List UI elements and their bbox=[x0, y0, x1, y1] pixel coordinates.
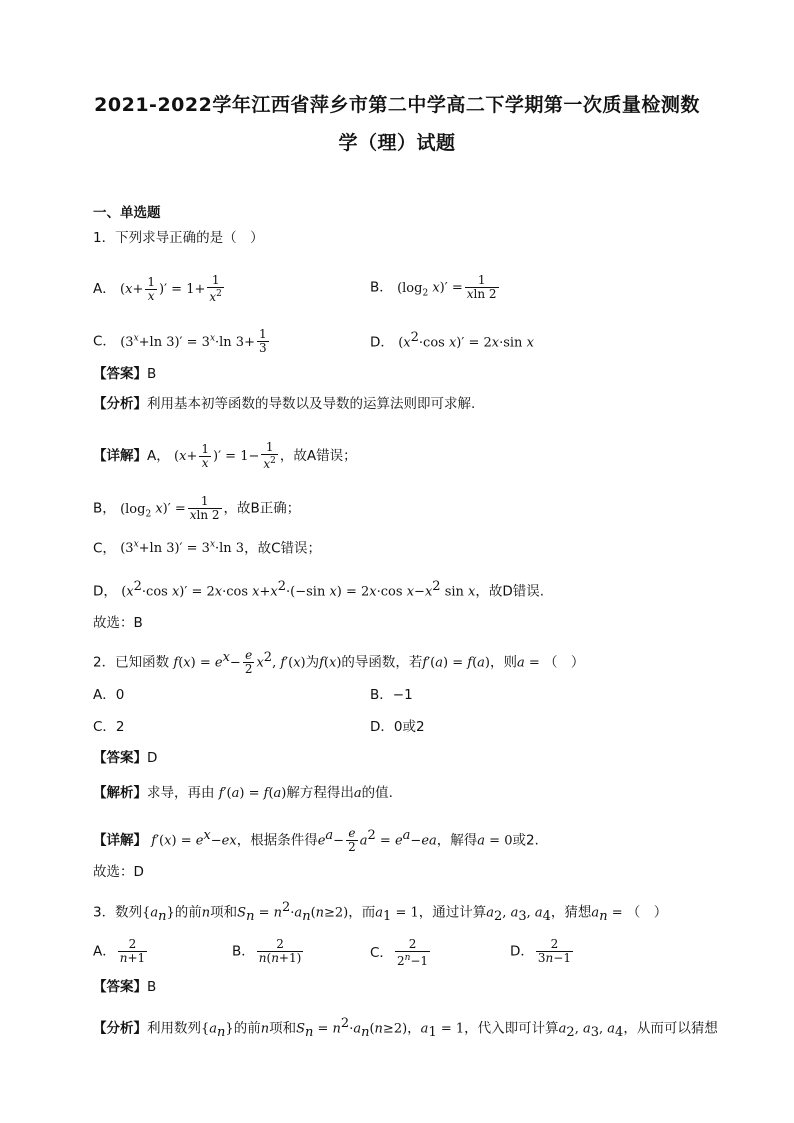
q2-choose: 故选：D bbox=[93, 864, 144, 880]
q1-answer: 【答案】B bbox=[93, 366, 157, 382]
q3-analysis: 【分析】利用数列$\{a_n\}$的前n项和$S_n = n^2\cdot a_n(n\ge 2)$，$a_1 = 1$，代入即可计算$a_2$, $a_3$, $a_4$，从而可以猜想 bbox=[93, 1016, 718, 1041]
q3-option-a: A． $\frac{2}{n+1}$ bbox=[93, 937, 146, 965]
q3-answer: 【答案】B bbox=[93, 979, 157, 995]
q1-stem: 1．下列求导正确的是（ ） bbox=[93, 230, 264, 246]
q2-option-d: D．0或2 bbox=[370, 719, 425, 735]
section-heading: 一、单选题 bbox=[93, 205, 161, 221]
q2-analysis: 【解析】求导，再由 f′(a) = f(a)解方程得出a的值. bbox=[93, 785, 393, 801]
q2-stem: 2．已知函数 $f(x) = e^x-$ $\frac{e}{2}$ $x^2$, f′(x)为f(x)的导函数，若f′(a) = f(a)，则a = （ ） bbox=[93, 648, 585, 676]
q1-analysis: 【分析】利用基本初等函数的导数以及导数的运算法则即可求解. bbox=[93, 396, 476, 412]
q1-detail-b: B， ($\log_2$ x)′ = $\frac{1}{xln 2}$ ，故B正确； bbox=[93, 494, 301, 522]
q2-option-b: B．−1 bbox=[370, 687, 413, 703]
q1-option-a: A． (x+ $\frac{1}{x}$ )′ = 1+ $\frac{1}{x^2}$ bbox=[93, 273, 222, 304]
q2-detail: 【详解】 $f'(x) = e^x-ex$，根据条件得$e^a-$ $\frac{e}{2}$ $a^2 = e^a-ea$，解得a = 0或2. bbox=[93, 826, 539, 854]
q3-option-c: C． $\frac{2}{2^n-1}$ bbox=[370, 937, 429, 968]
q1-choose: 故选：B bbox=[93, 615, 143, 631]
page-title-line1: 2021-2022学年江西省萍乡市第二中学高二下学期第一次质量检测数 bbox=[94, 94, 700, 116]
q3-stem: 3．数列$\{a_n\}$的前n项和$S_n = n^2\cdot a_n(n\ge 2)$，而$a_1 = 1$，通过计算$a_2$, $a_3$, $a_4$，猜想$a_n$ = （ ） bbox=[93, 900, 668, 925]
q2-option-a: A．0 bbox=[93, 687, 125, 703]
q1-detail-a: 【详解】A， (x+ $\frac{1}{x}$ )′ = 1− $\frac{1}{x^2}$ ，故A错误； bbox=[93, 440, 357, 471]
page-title-line2: 学（理）试题 bbox=[338, 132, 456, 154]
q1-detail-d: D， ($x^2\cdot\cos$ x)′ = 2x·cos $x+x^2\cdot(-\sin$ x) = 2x·cos $x-x^2$ sin x，故D错误. bbox=[93, 579, 545, 600]
q3-option-b: B． $\frac{2}{n(n+1)}$ bbox=[232, 937, 302, 965]
q1-option-c: C． ($3^x+\ln$ $3)' = 3^x\cdot\ln$ 3+ $\frac{1}{3}$ bbox=[93, 327, 267, 355]
q3-option-d: D． $\frac{2}{3n-1}$ bbox=[510, 937, 571, 965]
q1-option-b: B． ($\log_2$ x)′ = $\frac{1}{xln 2}$ bbox=[370, 273, 497, 301]
q1-detail-c: C， ($3^x+\ln$ $3)' = 3^x\cdot\ln$ 3，故C错误； bbox=[93, 540, 322, 557]
q2-option-c: C．2 bbox=[93, 719, 125, 735]
q1-option-d: D． ($x^2\cdot\cos$ x)′ = 2x·sin x bbox=[370, 330, 534, 351]
q2-answer: 【答案】D bbox=[93, 750, 158, 766]
